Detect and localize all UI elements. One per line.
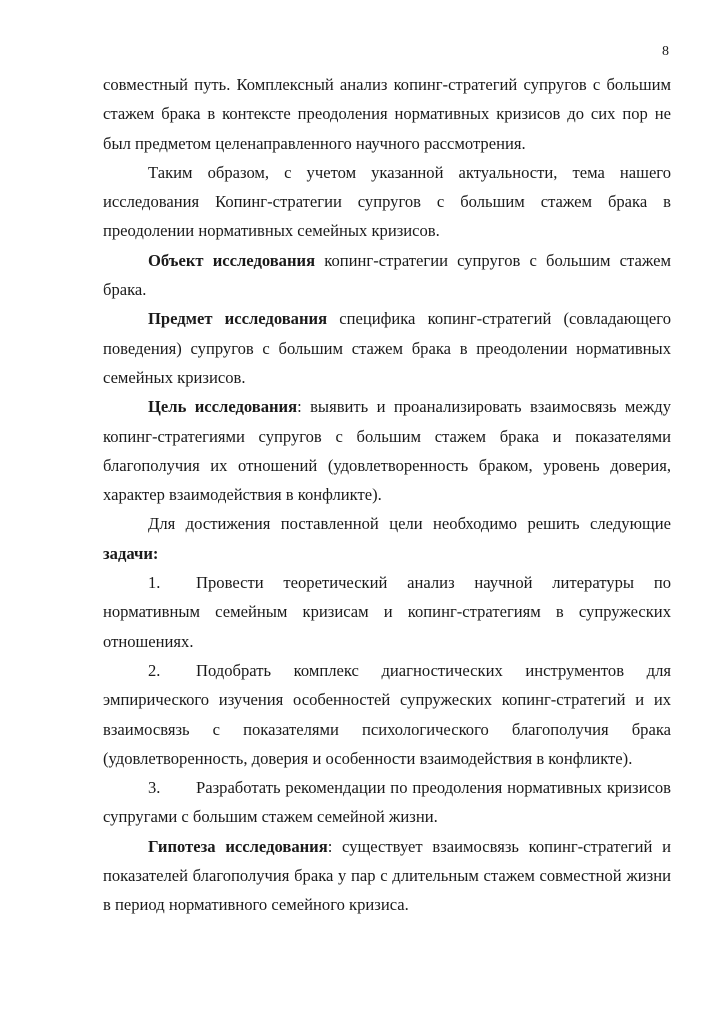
list-item-number: 3. — [148, 778, 161, 798]
list-item — [103, 656, 671, 773]
subject-text: специфика копинг-стратегий (совладающего поведения) супругов с большим стажем брака в преодолении нормативных семейных кризисов. — [103, 309, 671, 387]
paragraph-object — [103, 246, 671, 305]
list-item-text: Провести теоретический анализ научной литературы по нормативным семейным кризисам и копинг-стратегиям в супружеских отношениях. — [103, 573, 671, 651]
list-item — [103, 773, 671, 832]
goal-label: Цель исследования — [148, 397, 298, 417]
tasks-intro-text: Для достижения поставленной цели необходимо решить следующие — [148, 514, 671, 534]
object-text: копинг-стратегии супругов с большим стажем брака. — [103, 250, 671, 300]
object-label: Объект исследования — [148, 250, 316, 270]
paragraph-goal — [103, 392, 671, 509]
list-item-number: 1. — [148, 573, 161, 593]
list-item — [103, 568, 671, 656]
subject-label: Предмет исследования — [148, 309, 328, 329]
paragraph-topic: Таким образом, с учетом указанной актуальности, тема нашего исследования Копинг-стратегии супругов с большим стажем брака в преодолении нормативных семейных кризисов. — [103, 162, 671, 241]
list-item-text: Разработать рекомендации по преодоления нормативных кризисов супругами с большим стажем семейной жизни. — [103, 778, 671, 827]
hypothesis-label: Гипотеза исследования — [148, 836, 328, 856]
list-item-text: Подобрать комплекс диагностических инструментов для эмпирического изучения особенностей супружеских копинг-стратегий и их взаимосвязь с показателями психологического благополучия брака (удовлетворенность, доверия и особенности взаимодействия в конфликте). — [103, 660, 671, 768]
paragraph-subject — [103, 304, 671, 392]
document-body — [103, 70, 671, 920]
paragraph-hypothesis — [103, 832, 671, 920]
page-number: 8 — [662, 44, 669, 59]
list-item-number: 2. — [148, 660, 161, 680]
tasks-label: задачи: — [103, 543, 159, 563]
paragraph-continuation: совместный путь. Комплексный анализ копинг-стратегий супругов с большим стажем брака в контексте преодоления нормативных кризисов до сих пор не был предметом целенаправленного научного рассмотрения. — [103, 75, 671, 153]
paragraph-tasks-intro — [103, 509, 671, 568]
goal-text: : выявить и проанализировать взаимосвязь между копинг-стратегиями супругов с большим стажем брака и показателями благополучия их отношений (удовлетворенность браком, уровень доверия, характер взаимодействия в конфликте). — [103, 397, 672, 505]
hypothesis-text: : существует взаимосвязь копинг-стратегий и показателей благополучия брака у пар с длительным стажем совместной жизни в период нормативного семейного кризиса. — [103, 836, 671, 915]
